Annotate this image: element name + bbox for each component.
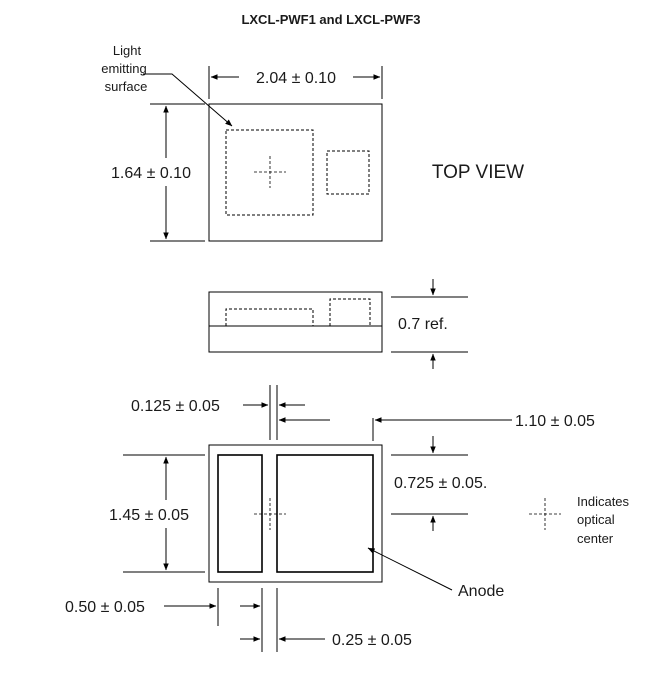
bottom-view	[65, 385, 595, 652]
gap-dimension: 0.125 ± 0.05	[131, 398, 220, 415]
callout-emitting: emitting	[101, 61, 147, 76]
side-led-chip-outline	[226, 309, 313, 326]
anode-leader	[368, 548, 452, 590]
optical-center-cross-icon	[529, 498, 561, 530]
top-height-dimension: 1.64 ± 0.10	[111, 165, 191, 182]
callout-surface: surface	[104, 79, 148, 94]
legend	[529, 494, 630, 546]
side-view-package-outline	[209, 292, 382, 352]
anode-pad	[277, 455, 373, 572]
top-view	[101, 43, 524, 241]
side-height-dimension: 0.7 ref.	[398, 316, 448, 333]
light-emitting-surface-outline	[226, 130, 313, 215]
diagram-title: LXCL-PWF1 and LXCL-PWF3	[241, 12, 421, 27]
esd-chip-outline	[327, 151, 369, 194]
legend-optical: optical	[577, 512, 615, 527]
cathode-pad	[218, 455, 262, 572]
top-view-package-outline	[209, 104, 382, 241]
bottom-height-dimension: 1.45 ± 0.05	[109, 507, 189, 524]
cathode-width-dimension: 0.50 ± 0.05	[65, 599, 145, 616]
callout-light: Light	[112, 43, 142, 58]
top-view-label: TOP VIEW	[431, 162, 525, 183]
center-dimension: 0.725 ± 0.05.	[394, 475, 488, 492]
bottom-view-package-outline	[209, 445, 382, 582]
gap2-dimension: 0.25 ± 0.05	[332, 632, 412, 649]
anode-width-dimension: 1.10 ± 0.05	[515, 413, 595, 430]
optical-center-icon	[254, 156, 286, 188]
anode-label: Anode	[458, 583, 505, 600]
legend-indicates: Indicates	[577, 494, 630, 509]
top-width-dimension: 2.04 ± 0.10	[256, 70, 336, 87]
side-esd-chip-outline	[330, 299, 370, 326]
legend-center: center	[577, 531, 614, 546]
bottom-optical-center-icon	[254, 498, 286, 530]
side-view	[209, 279, 468, 369]
callout-leader	[143, 74, 232, 126]
